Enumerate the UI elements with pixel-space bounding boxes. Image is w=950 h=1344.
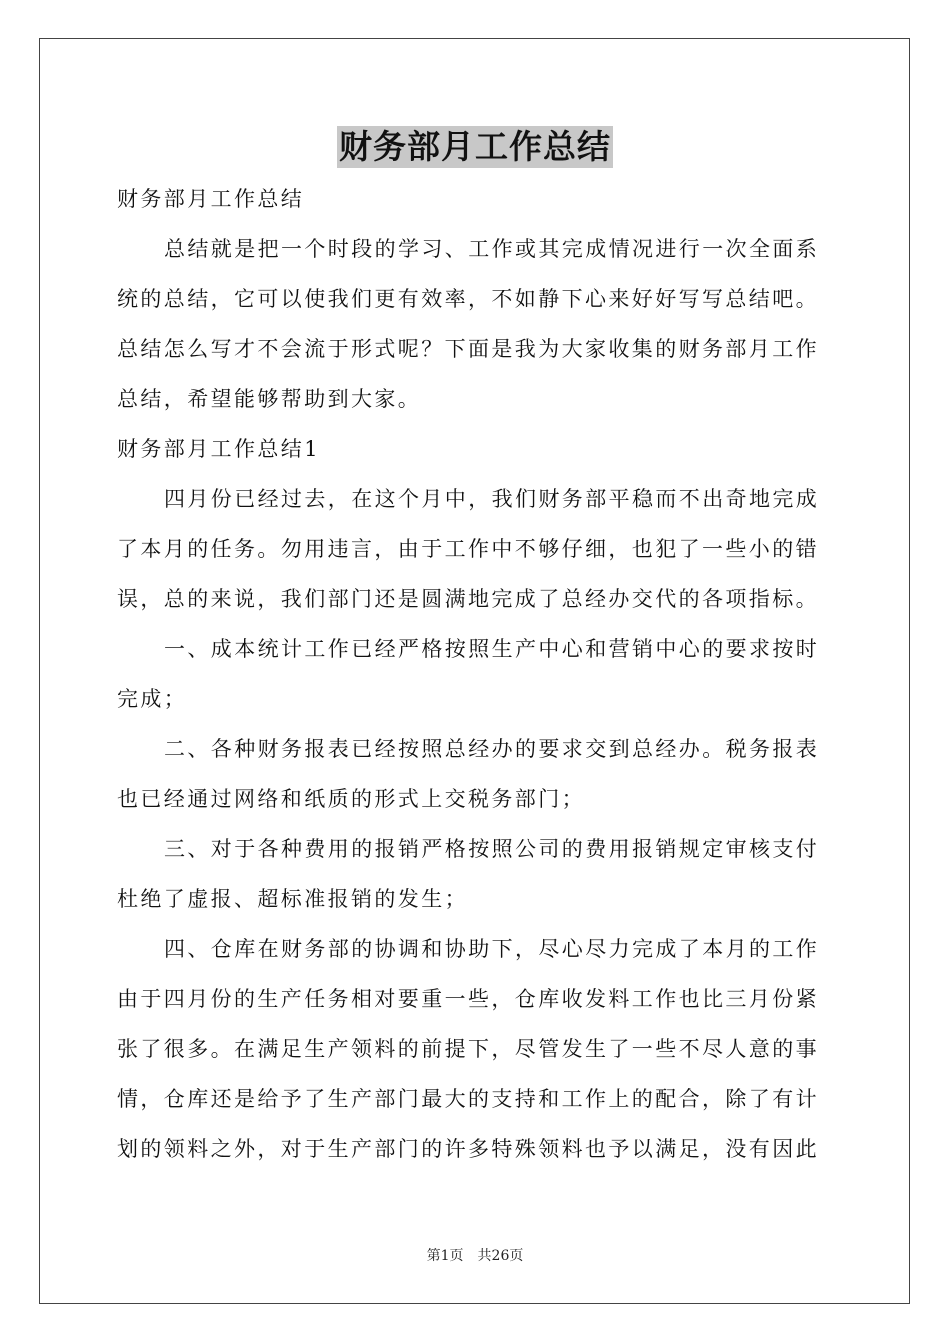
text-line: 一、成本统计工作已经严格按照生产中心和营销中心的要求按时: [164, 637, 820, 661]
text-line: 也已经通过网络和纸质的形式上交税务部门；: [117, 787, 585, 811]
document-title: 财务部月工作总结: [339, 127, 611, 166]
text-line: 杜绝了虚报、超标准报销的发生；: [117, 887, 468, 911]
text-line: 财务部月工作总结1: [117, 437, 320, 461]
text-line: 四、仓库在财务部的协调和协助下，尽心尽力完成了本月的工作: [164, 937, 820, 961]
text-line: 三、对于各种费用的报销严格按照公司的费用报销规定审核支付: [164, 837, 820, 861]
text-line: 张了很多。在满足生产领料的前提下，尽管发生了一些不尽人意的事: [117, 1037, 819, 1061]
text-line: 四月份已经过去，在这个月中，我们财务部平稳而不出奇地完成: [164, 487, 820, 511]
page-total: 共26页: [477, 1248, 524, 1264]
page-number: 第1页: [426, 1248, 464, 1264]
text-line: 划的领料之外，对于生产部门的许多特殊领料也予以满足，没有因此: [117, 1137, 819, 1161]
text-line: 统的总结，它可以使我们更有效率，不如静下心来好好写写总结吧。: [117, 287, 819, 311]
text-line: 了本月的任务。勿用违言，由于工作中不够仔细，也犯了一些小的错: [117, 537, 819, 561]
text-line: 二、各种财务报表已经按照总经办的要求交到总经办。税务报表: [164, 737, 820, 761]
text-line: 情，仓库还是给予了生产部门最大的支持和工作上的配合，除了有计: [117, 1087, 819, 1111]
page-footer: [0, 1246, 950, 1266]
text-line: 总结，希望能够帮助到大家。: [117, 387, 422, 411]
text-line: 总结就是把一个时段的学习、工作或其完成情况进行一次全面系: [164, 237, 820, 261]
text-line: 误，总的来说，我们部门还是圆满地完成了总经办交代的各项指标。: [117, 587, 819, 611]
text-line: 完成；: [117, 687, 188, 711]
title-container: [0, 126, 950, 168]
document-body: [117, 179, 837, 1179]
text-line: 财务部月工作总结: [117, 187, 305, 211]
text-line: 由于四月份的生产任务相对要重一些，仓库收发料工作也比三月份紧: [117, 987, 819, 1011]
text-line: 总结怎么写才不会流于形式呢？下面是我为大家收集的财务部月工作: [117, 337, 819, 361]
